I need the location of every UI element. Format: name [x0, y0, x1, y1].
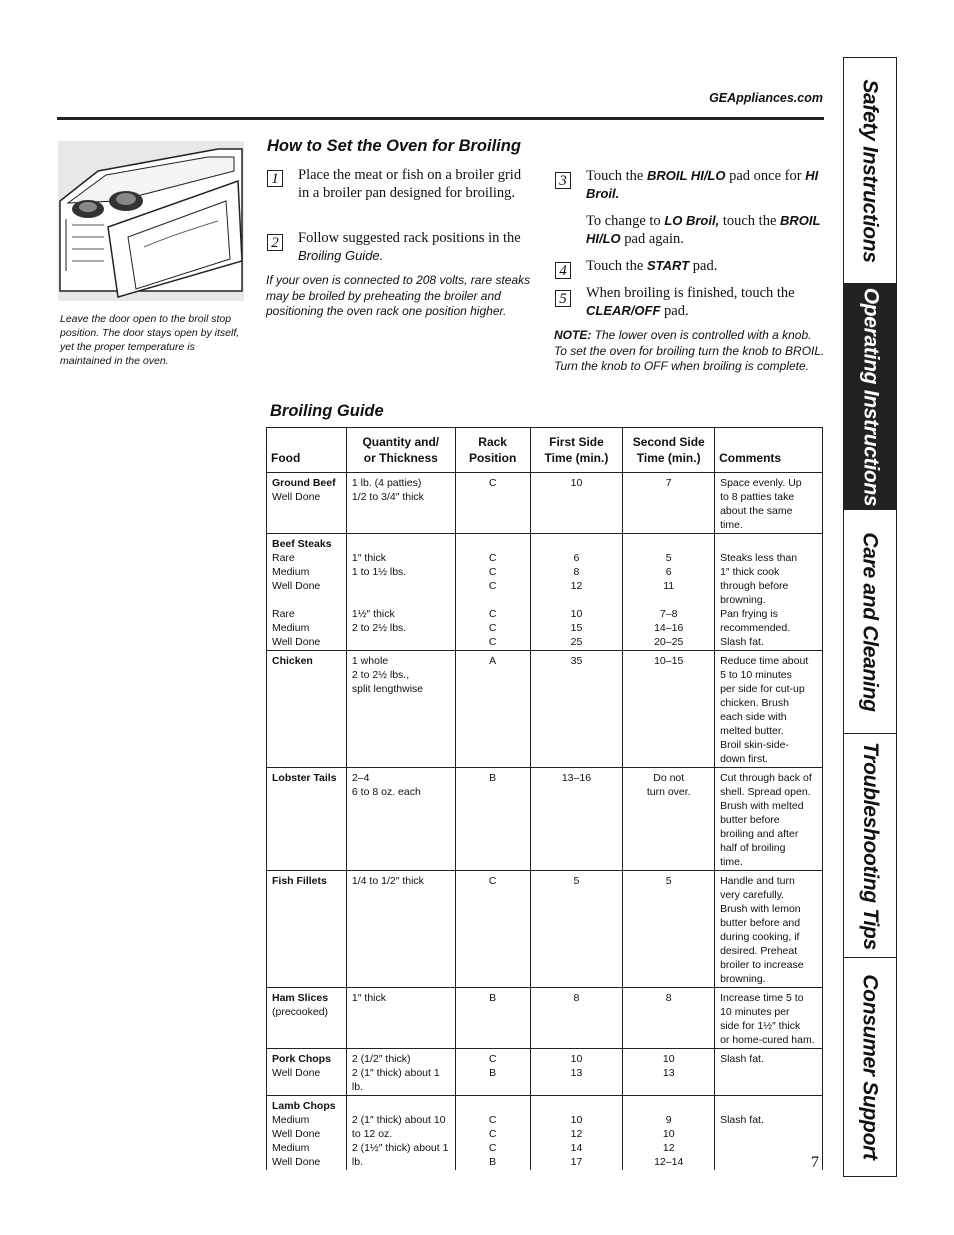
- oven-door-illustration: [58, 141, 244, 301]
- food-cell: [267, 988, 347, 1049]
- voltage-note: If your oven is connected to 208 volts, rare steaks may be broiled by preheating the broiler and positioning the oven rack one position higher.: [266, 273, 531, 318]
- table-row: [267, 1096, 823, 1171]
- step-1-number: 1: [267, 170, 283, 187]
- start-pad: START: [647, 258, 690, 273]
- food-name: Chicken: [272, 655, 313, 667]
- quantity-cell: 1″ thick: [346, 988, 455, 1049]
- food-cell: [267, 1096, 347, 1171]
- first-side-cell: 8: [530, 988, 623, 1049]
- rack-cell: C: [455, 473, 530, 534]
- quantity-cell: 1 lb. (4 patties) 1/2 to 3/4″ thick: [346, 473, 455, 534]
- lower-oven-note: NOTE: The lower oven is controlled with a knob. To set the oven for broiling turn the knob to BROIL. Turn the knob to OFF when broiling is complete.: [554, 328, 825, 373]
- site-url: GEAppliances.com: [709, 91, 823, 105]
- rack-cell: C: [455, 871, 530, 988]
- second-side-cell: 10 13: [623, 1049, 715, 1096]
- step-3-text: Touch the BROIL HI/LO pad once for HI Broil.: [586, 168, 819, 201]
- table-row: [267, 988, 823, 1049]
- comments-cell: Increase time 5 to 10 minutes per side for 1½″ thick or home-cured ham.: [715, 988, 823, 1049]
- comments-cell: Slash fat.: [715, 1096, 823, 1171]
- first-side-cell: 35: [530, 651, 623, 768]
- first-side-cell: 10: [530, 473, 623, 534]
- quantity-cell: 2–4 6 to 8 oz. each: [346, 768, 455, 871]
- doneness: (precooked): [272, 1006, 329, 1018]
- quantity-cell: 1 whole 2 to 2½ lbs., split lengthwise: [346, 651, 455, 768]
- food-name: Lobster Tails: [272, 772, 337, 784]
- step-5-number: 5: [555, 290, 571, 307]
- comments-cell: Handle and turn very carefully. Brush with lemon butter before and during cooking, if desired. Preheat broiler to increase browning.: [715, 871, 823, 988]
- second-side-cell: Do not turn over.: [623, 768, 715, 871]
- doneness: Well Done: [272, 1067, 321, 1079]
- table-row: [267, 473, 823, 534]
- first-side-cell: 10 12 14 17: [530, 1096, 623, 1171]
- food-cell: [267, 1049, 347, 1096]
- food-cell: [267, 768, 347, 871]
- step-4-number: 4: [555, 262, 571, 279]
- broil-hi-lo-pad: BROIL HI/LO: [586, 213, 821, 246]
- header-rule: [57, 117, 824, 120]
- step-1-text: Place the meat or fish on a broiler grid in a broiler pan designed for broiling.: [298, 167, 522, 201]
- rack-cell: B: [455, 988, 530, 1049]
- second-side-cell: 8: [623, 988, 715, 1049]
- second-side-cell: 5: [623, 871, 715, 988]
- step-2-number: 2: [267, 234, 283, 251]
- clear-off-pad: CLEAR/OFF: [586, 303, 661, 318]
- table-row: [267, 871, 823, 988]
- tab-consumer-support[interactable]: Consumer Support: [859, 974, 882, 1160]
- step-5-text: When broiling is finished, touch the CLEAR/OFF pad.: [586, 285, 795, 319]
- first-side-cell: 13–16: [530, 768, 623, 871]
- quantity-cell: 1″ thick 1 to 1½ lbs. 1½″ thick 2 to 2½ lbs.: [346, 534, 455, 651]
- food-name: Fish Fillets: [272, 875, 327, 887]
- doneness: Rare Medium Well Done Rare Medium Well Done: [272, 552, 321, 648]
- doneness: Well Done: [272, 491, 321, 503]
- section-title: How to Set the Oven for Broiling: [267, 137, 521, 155]
- food-name: Lamb Chops: [272, 1100, 336, 1112]
- rack-cell: C B: [455, 1049, 530, 1096]
- broiling-guide-table: [266, 427, 823, 1170]
- step-4-text: Touch the START pad.: [586, 258, 718, 274]
- comments-cell: Cut through back of shell. Spread open. Brush with melted butter before broiling and after half of broiling time.: [715, 768, 823, 871]
- food-cell: [267, 534, 347, 651]
- tab-troubleshooting-tips[interactable]: Troubleshooting Tips: [844, 734, 896, 958]
- quantity-cell: 2 (1″ thick) about 10 to 12 oz. 2 (1½″ thick) about 1 lb.: [346, 1096, 455, 1171]
- food-name: Beef Steaks: [272, 538, 332, 550]
- food-name: Ground Beef: [272, 477, 336, 489]
- food-cell: [267, 473, 347, 534]
- rack-cell: C C C B: [455, 1096, 530, 1171]
- rack-cell: B: [455, 768, 530, 871]
- first-side-cell: 5: [530, 871, 623, 988]
- step-3-lo-broil-text: To change to LO Broil, touch the BROIL HI/LO pad again.: [586, 213, 821, 247]
- rack-cell: C C C C C C: [455, 534, 530, 651]
- table-row: [267, 651, 823, 768]
- food-name: Ham Slices: [272, 992, 329, 1004]
- table-header-row: [267, 428, 823, 473]
- lo-broil-label: LO Broil,: [664, 213, 720, 228]
- comments-cell: Slash fat.: [715, 1049, 823, 1096]
- doneness: Medium Well Done Medium Well Done: [272, 1114, 321, 1168]
- page-number: 7: [811, 1154, 819, 1171]
- header-quantity: Quantity and/ or Thickness: [346, 428, 455, 473]
- first-side-cell: 6 8 12 10 15 25: [530, 534, 623, 651]
- comments-cell: Reduce time about 5 to 10 minutes per side for cut-up chicken. Brush each side with melted butter. Broil skin-side- down first.: [715, 651, 823, 768]
- table-row: [267, 1049, 823, 1096]
- comments-cell: Space evenly. Up to 8 patties take about the same time.: [715, 473, 823, 534]
- header-second-side-time: Second Side Time (min.): [623, 428, 715, 473]
- broiling-guide-title: Broiling Guide: [270, 402, 384, 420]
- tab-care-and-cleaning[interactable]: Care and Cleaning: [844, 510, 896, 734]
- comments-cell: Steaks less than 1″ thick cook through before browning. Pan frying is recommended. Slash fat.: [715, 534, 823, 651]
- tab-safety-instructions[interactable]: Safety Instructions: [844, 58, 896, 284]
- broiling-guide-reference: Broiling Guide.: [298, 248, 384, 263]
- tab-operating-instructions[interactable]: Operating Instructions: [844, 284, 896, 510]
- illustration-caption: Leave the door open to the broil stop position. The door stays open by itself, yet the proper temperature is maintained in the oven.: [60, 313, 240, 367]
- section-tabs: [843, 57, 897, 1177]
- header-comments: Comments: [715, 428, 823, 473]
- quantity-cell: 1/4 to 1/2″ thick: [346, 871, 455, 988]
- food-name: Pork Chops: [272, 1053, 331, 1065]
- second-side-cell: 10–15: [623, 651, 715, 768]
- food-cell: [267, 651, 347, 768]
- step-3-number: 3: [555, 172, 571, 189]
- table-row: [267, 534, 823, 651]
- step-2-text: Follow suggested rack positions in the Broiling Guide.: [298, 230, 521, 263]
- food-cell: [267, 871, 347, 988]
- quantity-cell: 2 (1/2″ thick) 2 (1″ thick) about 1 lb.: [346, 1049, 455, 1096]
- header-rack-position: Rack Position: [455, 428, 530, 473]
- second-side-cell: 5 6 11 7–8 14–16 20–25: [623, 534, 715, 651]
- hi-broil-label: HI Broil.: [586, 168, 819, 201]
- table-row: [267, 768, 823, 871]
- broil-hi-lo-pad: BROIL HI/LO: [647, 168, 726, 183]
- second-side-cell: 9 10 12 12–14: [623, 1096, 715, 1171]
- first-side-cell: 10 13: [530, 1049, 623, 1096]
- rack-cell: A: [455, 651, 530, 768]
- header-first-side-time: First Side Time (min.): [530, 428, 623, 473]
- header-food: Food: [267, 428, 347, 473]
- second-side-cell: 7: [623, 473, 715, 534]
